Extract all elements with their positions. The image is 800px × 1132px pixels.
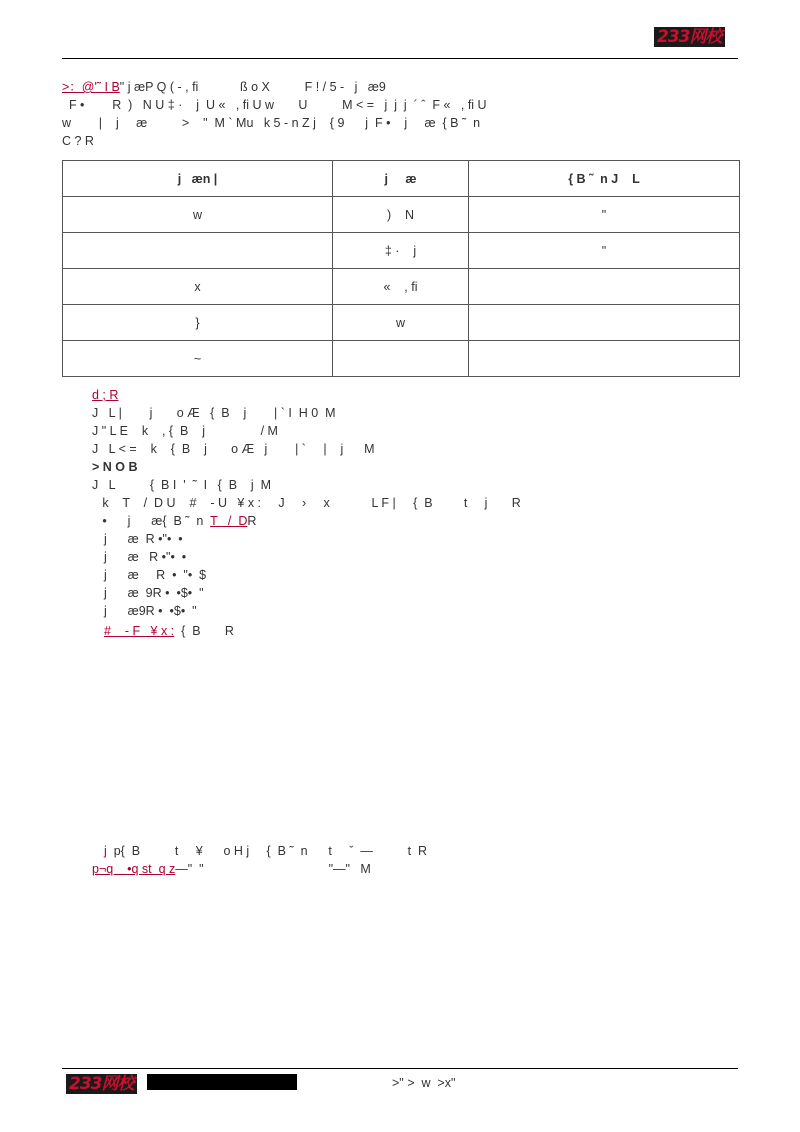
intro-line-4: C ? R	[62, 134, 94, 148]
notes-heading	[92, 386, 118, 404]
table-row	[63, 197, 740, 233]
table-cell	[469, 341, 740, 377]
notes-line: J " L E k , { B j / M	[92, 424, 278, 438]
table-header-cell: { B ˜ n J L	[469, 161, 740, 197]
intro-line-3: w | j æ > " M ` Mu k 5 - n Z j { 9 j F • j æ { B ˜ n	[62, 116, 481, 130]
list-item: j æ R •"• •	[104, 550, 187, 564]
bullet-link[interactable]: T / D	[210, 514, 248, 528]
table-cell: w	[333, 305, 469, 341]
bottom-note-1-link[interactable]: j	[104, 844, 107, 858]
bullet-suffix: R	[247, 514, 257, 528]
footer-rule	[62, 1068, 738, 1069]
table-cell: "	[469, 197, 740, 233]
link-row-text: { B R	[174, 624, 234, 638]
link-row-link[interactable]: # - F ¥ x :	[104, 624, 175, 638]
bottom-note-2-text: —" " "—" M	[175, 862, 371, 876]
table-cell: }	[63, 305, 333, 341]
table-row	[63, 269, 740, 305]
list-item: j æ9R • •$• "	[104, 604, 197, 618]
table-cell: « , fi	[333, 269, 469, 305]
table-row	[63, 305, 740, 341]
sub-line: k T / D U # - U ¥ x : J › x L F | { B t j R	[92, 496, 521, 510]
intro-line-1	[62, 78, 742, 96]
table-cell: x	[63, 269, 333, 305]
table-cell	[469, 269, 740, 305]
table-header-cell: j æ	[333, 161, 469, 197]
bottom-note-2	[92, 860, 371, 878]
section-title: > N O B	[92, 460, 138, 474]
table-cell: ~	[63, 341, 333, 377]
table-header-row	[63, 161, 740, 197]
footer-logo: 233网校	[66, 1074, 137, 1094]
table-row	[63, 233, 740, 269]
bullet-prefix: • j æ{ B ˜ n	[92, 514, 204, 528]
page-number: >" > w >x"	[392, 1076, 456, 1090]
table-cell	[63, 233, 333, 269]
section-line: J L { B I ' ˜ I { B j M	[92, 478, 272, 492]
list-item: j æ R •"• •	[104, 532, 183, 546]
brand-logo: 233网校	[654, 27, 725, 47]
footer-bar	[147, 1074, 297, 1090]
intro-line-1-text: " j æP Q ( - , fi ß o X F ! / 5 - j æ9	[119, 80, 386, 94]
table-cell: "	[469, 233, 740, 269]
bottom-note-2-link[interactable]: p¬q •q st q z	[92, 862, 176, 876]
header-rule	[62, 58, 738, 59]
data-table	[62, 160, 740, 377]
notes-line: J L | j o Æ { B j | ` I H 0 M	[92, 406, 336, 420]
bullet-line	[92, 512, 256, 530]
table-cell	[469, 305, 740, 341]
table-cell	[333, 341, 469, 377]
bottom-note-1-text: p{ B t ¥ o H j { B ˜ n t ˇ — t R	[106, 844, 428, 858]
table-cell: w	[63, 197, 333, 233]
list-item: j æ R • "• $	[104, 568, 207, 582]
table-header-cell: j æn |	[63, 161, 333, 197]
notes-heading-link[interactable]: d ; R	[92, 388, 119, 402]
bottom-note-1	[104, 842, 427, 860]
notes-line: J L < = k { B j o Æ j | ` | j M	[92, 442, 375, 456]
table-cell: ) N	[333, 197, 469, 233]
table-cell: ‡ · j	[333, 233, 469, 269]
table-row	[63, 341, 740, 377]
intro-link[interactable]: >：@'˜ I B	[62, 80, 120, 94]
intro-line-2: F • R ) N U ‡ · j U « , fi U w U M < = j j j ´ ˆ F « , fi U	[62, 98, 487, 112]
list-item: j æ 9R • •$• "	[104, 586, 204, 600]
link-row	[104, 622, 234, 640]
